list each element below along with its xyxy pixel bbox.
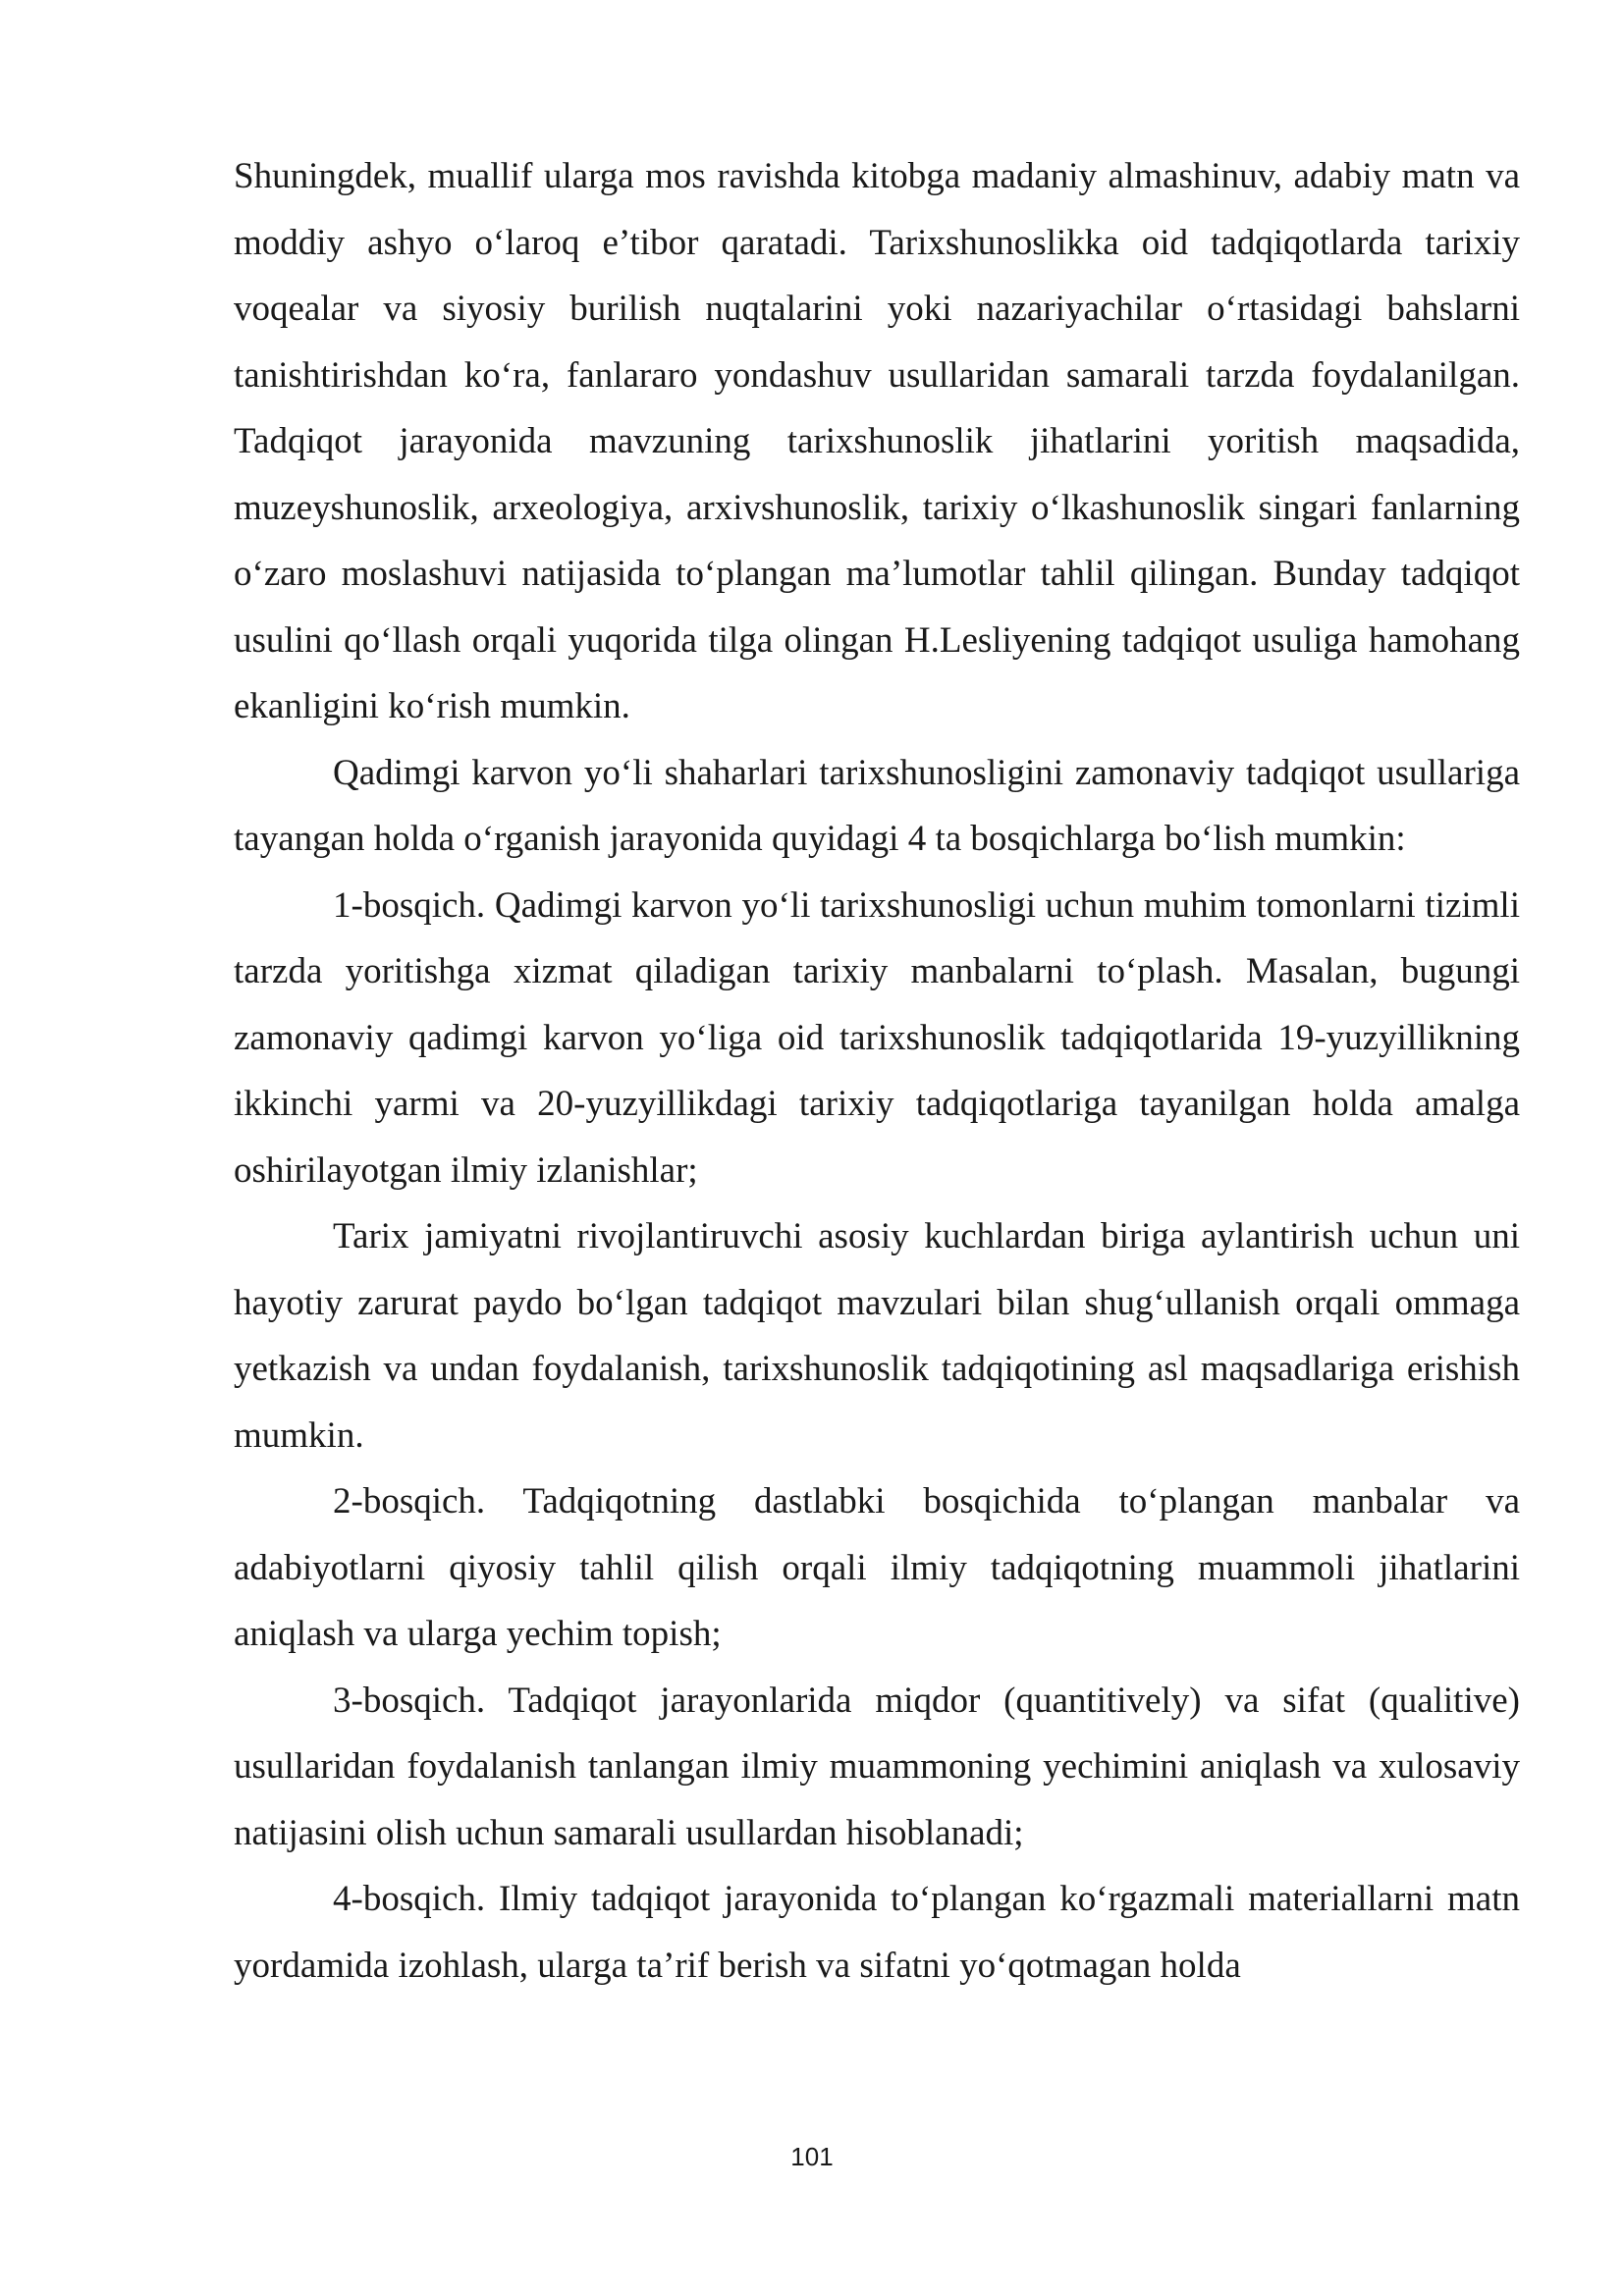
paragraph-4: Tarix jamiyatni rivojlantiruvchi asosiy kuchlardan biriga aylantirish uchun uni hayotiy zarurat paydo bo‘lgan tadqiqot mavzulari bilan shug‘ullanish orqali ommaga yetkazish va undan foydalanish, tarixshunoslik tadqiqotining asl maqsadlariga erishish mumkin.: [234, 1216, 1520, 1456]
paragraph-3: 1-bosqich. Qadimgi karvon yo‘li tarixshunosligi uchun muhim tomonlarni tizimli tarzda yoritishga xizmat qiladigan tarixiy manbalarni to‘plash. Masalan, bugungi zamonaviy qadimgi karvon yo‘liga oid tarixshunoslik tadqiqotlarida 19-yuzyillikning ikkinchi yarmi va 20-yuzyillikdagi tarixiy tadqiqotlariga tayanilgan holda amalga oshirilayotgan ilmiy izlanishlar;: [234, 884, 1520, 1191]
paragraph-6: 3-bosqich. Tadqiqot jarayonlarida miqdor (quantitively) va sifat (qualitive) usullaridan foydalanish tanlangan ilmiy muammoning yechimini aniqlash va xulosaviy natijasini olish uchun samarali usullardan hisoblanadi;: [234, 1680, 1520, 1853]
paragraph-2: Qadimgi karvon yo‘li shaharlari tarixshunosligini zamonaviy tadqiqot usullariga tayangan holda o‘rganish jarayonida quyidagi 4 ta bosqichlarga bo‘lish mumkin:: [234, 752, 1520, 859]
paragraph-1: Shuningdek, muallif ularga mos ravishda kitobga madaniy almashinuv, adabiy matn va moddiy ashyo o‘laroq e’tibor qaratadi. Tarixshunoslikka oid tadqiqotlarda tarixiy voqealar va siyosiy burilish nuqtalarini yoki nazariyachilar o‘rtasidagi bahslarni tanishtirishdan ko‘ra, fanlararo yondashuv usullaridan samarali tarzda foydalanilgan. Tadqiqot jarayonida mavzuning tarixshunoslik jihatlarini yoritish maqsadida, muzeyshunoslik, arxeologiya, arxivshunoslik, tarixiy o‘lkashunoslik singari fanlarning o‘zaro moslashuvi natijasida to‘plangan ma’lumotlar tahlil qilingan. Bunday tadqiqot usulini qo‘llash orqali yuqorida tilga olingan H.Lesliyening tadqiqot usuliga hamohang ekanligini ko‘rish mumkin.: [234, 156, 1520, 726]
page-number: 101: [790, 2142, 834, 2171]
paragraph-5: 2-bosqich. Tadqiqotning dastlabki bosqichida to‘plangan manbalar va adabiyotlarni qiyosiy tahlil qilish orqali ilmiy tadqiqotning muammoli jihatlarini aniqlash va ularga yechim topish;: [234, 1481, 1520, 1654]
paragraph-7: 4-bosqich. Ilmiy tadqiqot jarayonida to‘plangan ko‘rgazmali materiallarni matn yordamida izohlash, ularga ta’rif berish va sifatni yo‘qotmagan holda: [234, 1879, 1520, 1986]
body-text: [234, 143, 1520, 1999]
